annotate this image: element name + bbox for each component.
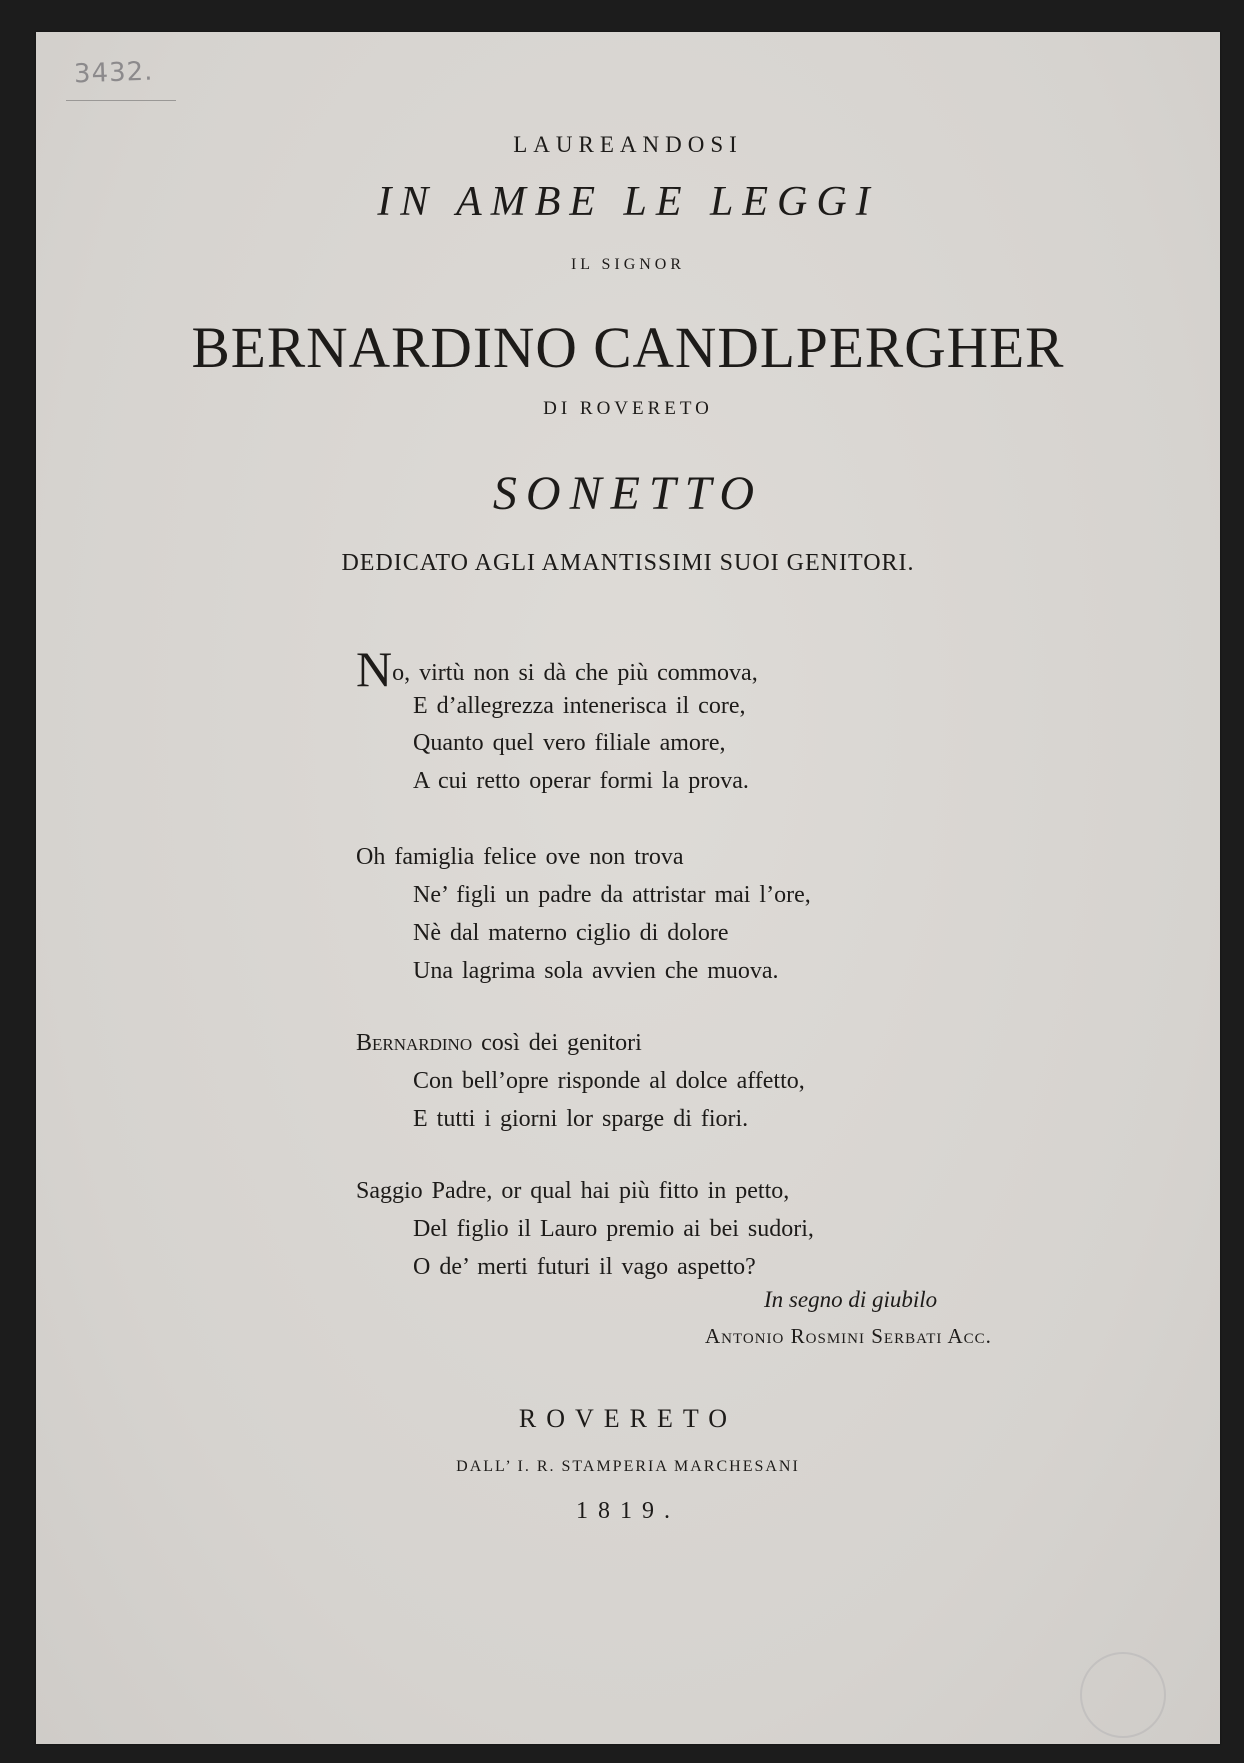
verse-line: Ne’ figli un padre da attristar mai l’ore, [413,882,811,908]
heading-line-3: IL SIGNOR [570,256,686,273]
imprint-printer: DALL’ I. R. STAMPERIA MARCHESANI [456,1458,800,1475]
verse-line [356,1030,642,1057]
verse-line: E d’allegrezza intenerisca il core, [413,693,746,719]
faded-library-stamp [1080,1652,1166,1738]
honoree-name: BERNARDINO CANDLPERGHER [191,315,1065,380]
verse-line: Del figlio il Lauro premio ai bei sudori, [413,1216,814,1242]
genre-title: SONETTO [492,467,764,520]
verse-line: Nè dal materno ciglio di dolore [413,920,729,946]
verse-line [356,641,758,697]
verse-text: così dei genitori [472,1030,642,1056]
verse-name: Bernardino [356,1030,473,1056]
signature-author: Antonio Rosmini Serbati Acc. [705,1324,992,1348]
drop-cap: N [356,641,393,697]
dedication: DEDICATO AGLI AMANTISSIMI SUOI GENITORI. [341,550,915,576]
verse-line: Oh famiglia felice ove non trova [356,844,684,870]
document-page [36,32,1220,1744]
verse-text: o, virtù non si dà che più commova, [392,660,758,686]
sonnet [36,32,1220,1744]
verse-line: Con bell’opre risponde al dolce affetto, [413,1068,805,1094]
imprint-city: ROVERETO [518,1404,738,1433]
verse-line: A cui retto operar formi la prova. [413,768,749,794]
verse-line: Saggio Padre, or qual hai più fitto in petto, [356,1178,790,1204]
verse-line: O de’ merti futuri il vago aspetto? [413,1254,756,1280]
verse-line: Quanto quel vero filiale amore, [413,730,726,756]
honoree-origin: DI ROVERETO [543,398,713,419]
verse-line: Una lagrima sola avvien che muova. [413,958,779,984]
signature-note: In segno di giubilo [764,1287,938,1312]
verse-line: E tutti i giorni lor sparge di fiori. [413,1106,749,1132]
heading-line-2: IN AMBE LE LEGGI [377,179,879,225]
inventory-number: 3432. [73,56,154,90]
heading-line-1: LAUREANDOSI [513,132,743,157]
imprint-year: 1819. [576,1498,680,1524]
